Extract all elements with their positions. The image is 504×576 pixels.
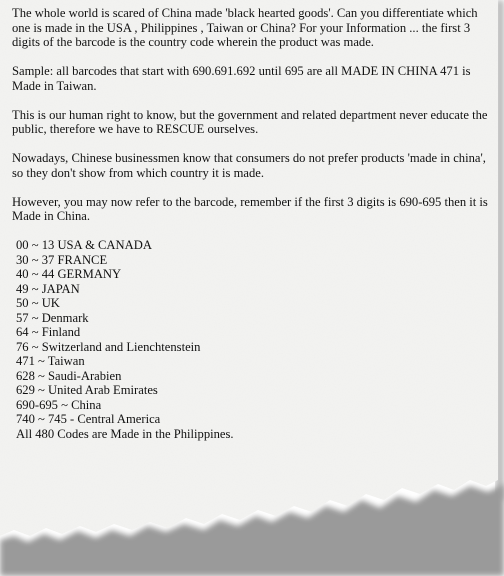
country-code-item: 64 ~ Finland — [16, 325, 81, 339]
intro-paragraph: The whole world is scared of China made 'black hearted goods'. Can you differentiate which one is made in the USA , Philippines , Taiwan or China? For your Information ... the first 3 digits of the barcode is the country code wherein the product was made. — [12, 6, 478, 49]
country-code-item: 690-695 ~ China — [16, 397, 102, 412]
barcode-reference-paragraph: However, you may now refer to the barcode, remember if the first 3 digits is 690-695 then it is Made in China. — [12, 194, 488, 223]
country-code-item: 57 ~ Denmark — [16, 310, 89, 325]
businessmen-paragraph: Nowadays, Chinese businessmen know that consumers do not prefer products 'made in china', so they don't show from which country it is made. — [12, 151, 486, 180]
country-code-item: 49 ~ JAPAN — [16, 281, 80, 296]
country-code-item: 30 ~ 37 FRANCE — [16, 252, 108, 267]
country-code-item: 628 ~ Saudi-Arabien — [16, 368, 122, 383]
country-code-item: 50 ~ UK — [16, 296, 60, 310]
document-text — [12, 6, 496, 441]
country-code-item: 740 ~ 745 - Central America — [16, 412, 161, 426]
rights-paragraph: This is our human right to know, but the government and related department never educate the public, therefore we have to RESCUE ourselves. — [12, 107, 488, 136]
country-code-list — [12, 238, 496, 441]
country-code-item: 40 ~ 44 GERMANY — [16, 267, 122, 281]
country-code-item: All 480 Codes are Made in the Philippines. — [16, 426, 234, 441]
country-code-item: 76 ~ Switzerland and Lienchtenstein — [16, 339, 201, 354]
sample-paragraph: Sample: all barcodes that start with 690.691.692 until 695 are all MADE IN CHINA 471 is Made in Taiwan. — [12, 64, 471, 93]
country-code-item: 00 ~ 13 USA & CANADA — [16, 238, 152, 252]
country-code-item: 629 ~ United Arab Emirates — [16, 383, 158, 397]
country-code-item: 471 ~ Taiwan — [16, 354, 85, 368]
